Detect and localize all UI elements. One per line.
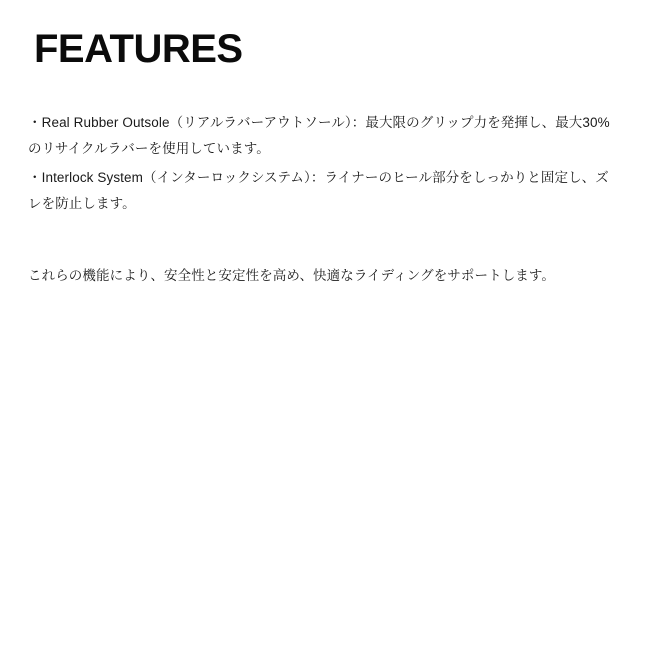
feature-text: Interlock System（インターロックシステム）：ライナーのヒール部分をしっかりと固定し、ズレを防止します。 [28,169,609,211]
feature-text: Real Rubber Outsole（リアルラバーアウトソール）：最大限のグリップ力を発揮し、最大30%のリサイクルラバーを使用しています。 [28,115,610,157]
page-title: FEATURES [34,27,243,71]
bullet-icon: ・ [28,115,42,130]
closing-note: これらの機能により、安全性と安定性を高め、快適なライディングをサポートします。 [28,268,556,284]
features-list [28,110,622,217]
bullet-icon: ・ [28,169,42,185]
list-item [28,165,622,218]
list-item [28,110,622,163]
